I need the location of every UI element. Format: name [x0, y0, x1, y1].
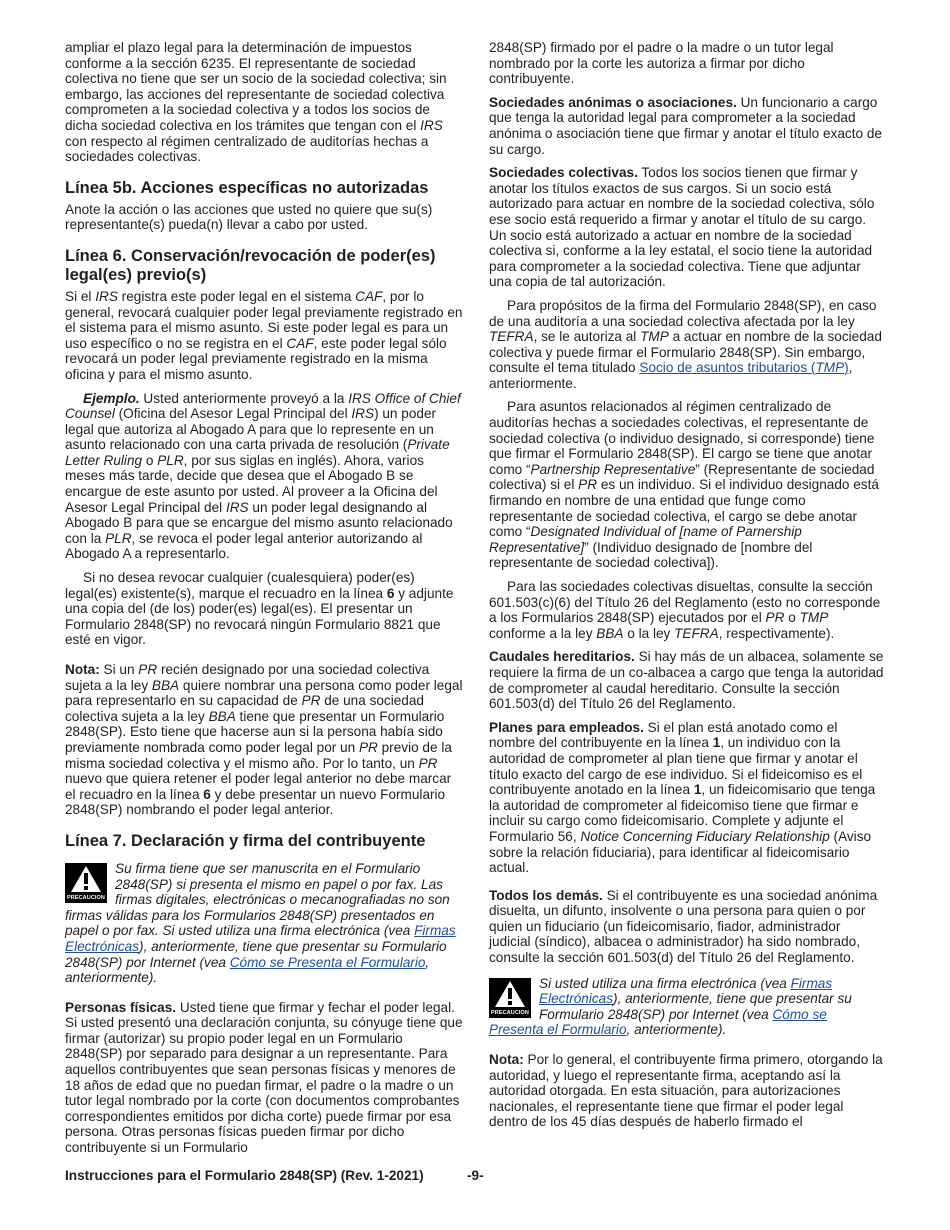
- paragraph-planes-empleados: Planes para empleados. Si el plan está anotado como el nombre del contribuyente en la línea 1, un individuo con la autoridad de comprometer al plan tiene que firmar y anotar el título exacto del cargo de ese individuo. Si el fideicomiso es el contribuyente anotado en la línea 1, un fideicomisario que tenga la autoridad de comprometer al fideicomiso tiene que firmar e incluir su cargo como fideicomisario. Complete y adjunte el Formulario 56, Notice Concerning Fiduciary Relationship (Aviso sobre la relación fiduciaria), para identificar al fideicomisario actual.: [489, 719, 876, 876]
- paragraph-intro: ampliar el plazo legal para la determinación de impuestos conforme a la sección 6235. El representante de sociedad colectiva no tiene que ser un socio de la sociedad colectiva; sin embargo, las acciones del representante de sociedad colectiva comprometen a la sociedad colectiva y a todos los socios de dicha sociedad colectiva en los trámites que tengan con el IRS con respecto al régimen centralizado de auditorías hechas a sociedades colectivas.: [65, 40, 447, 165]
- paragraph-ejemplo: Ejemplo. Usted anteriormente proveyó a la IRS Office of Chief Counsel (Oficina del Asesor Legal Principal del IRS) un poder legal que autoriza al Abogado A para que lo represente en un asunto relacionado con una carta privada de resolución (Private Letter Ruling o PLR, por sus siglas en inglés). Ahora, varios meses más tarde, decide que desea que el Abogado B se encargue de este asunto por usted. Al proveer a la Oficina del Asesor Legal Principal del IRS un poder legal designando al Abogado B para que se encargue del mismo asunto relacionado con la PLR, se revoca el poder legal anterior autorizando al Abogado A a representarlo.: [65, 390, 461, 562]
- paragraph-sociedades-colectivas: Sociedades colectivas. Todos los socios tienen que firmar y anotar los títulos exactos de sus cargos. Si un socio está autorizado para actuar en nombre de la sociedad colectiva, sólo ese socio está requerido a firmar y anotar el título de su cargo. Un socio está autorizado a actuar en nombre de la sociedad colectiva si, conforme a la ley estatal, el socio tiene la autoridad para comprometer a la sociedad colectiva. Tiene que adjuntar una copia de tal autorización.: [489, 165, 875, 290]
- caution-icon: PRECAUCION: [489, 978, 531, 1018]
- heading-line-5b: Línea 5b. Acciones específicas no autorizadas: [65, 178, 429, 197]
- left-column: [65, 40, 463, 1164]
- paragraph-no-revocar: Si no desea revocar cualquier (cualesquiera) poder(es) legal(es) existente(s), marque el recuadro en la línea 6 y adjunte una copia del (de los) poder(es) legal(es). El presentar un Formulario 2848(SP) no revocará ningún Formulario 8821 que esté en vigor.: [65, 570, 454, 648]
- heading-line-6: Línea 6. Conservación/revocación de poder(es) legal(es) previo(s): [65, 246, 436, 284]
- warning-triangle-icon: [70, 865, 102, 893]
- link-firmas-electronicas[interactable]: Firmas Electrónicas: [65, 923, 456, 954]
- page-footer: [65, 1168, 885, 1183]
- warning-triangle-icon: [494, 980, 526, 1008]
- paragraph-nota-firma: Nota: Por lo general, el contribuyente firma primero, otorgando la autoridad, y luego el representante firma, aceptando así la autoridad otorgada. En esta situación, para autorizaciones nacionales, el representante tiene que firmar el poder legal dentro de los 45 días después de haberlo firmado el: [489, 1052, 883, 1130]
- paragraph-todos-los-demas: Todos los demás. Si el contribuyente es una sociedad anónima disuelta, un difunto, insolvente o una persona para quien o por quien un fiduciario (un fideicomisario, fiador, administrador judicial (síndico), albacea o administrador) ha sido nombrado, consulte la sección 601.503(d) del Título 26 del Reglamento.: [489, 887, 878, 966]
- heading-line-7: Línea 7. Declaración y firma del contribuyente: [65, 831, 426, 850]
- link-como-se-presenta[interactable]: Cómo se Presenta el Formulario: [489, 1006, 827, 1038]
- link-como-se-presenta[interactable]: Cómo se Presenta el Formulario: [229, 954, 426, 970]
- caution-note-signature: PRECAUCION Su firma tiene que ser manuscrita en el Formulario 2848(SP) si presenta el mismo en papel o por fax. Las firmas digitales, electrónicas o mecanografiadas no son firmas válidas para los Formularios 2848(SP) presentados en papel o por fax. Si usted utiliza una firma electrónica (vea Firmas Electrónicas), anteriormente, tiene que presentar su Formulario 2848(SP) por Internet (vea Cómo se Presenta el Formulario, anteriormente).: [65, 860, 456, 986]
- right-column: [489, 40, 885, 1138]
- paragraph-line-6: Si el IRS registra este poder legal en el sistema CAF, por lo general, revocará cualquier poder legal previamente registrado en el sistema para el mismo asunto. Si este poder legal es para un uso específico o no se registra en el CAF, este poder legal sólo revocará un poder legal previamente registrado en la misma oficina y para el mismo asunto.: [65, 288, 463, 382]
- paragraph-nota-bba: Nota: Si un PR recién designado por una sociedad colectiva sujeta a la ley BBA quiere nombrar una persona como poder legal para representarlo en su capacidad de PR de una sociedad colectiva sujeta a la ley BBA tiene que presentar un Formulario 2848(SP). Esto tiene que hacerse aun si la persona había sido previamente nombrada como poder legal por un PR previo de la misma sociedad colectiva y el mismo año. Por lo tanto, un PR nuevo que quiera retener el poder legal anterior no debe marcar el recuadro en la línea 6 y debe presentar un nuevo Formulario 2848(SP) nombrando el poder legal anterior.: [65, 662, 463, 818]
- paragraph-sociedades-disueltas: Para las sociedades colectivas disueltas, consulte la sección 601.503(c)(6) del Título 26 del Reglamento (esto no corresponde a los Formularios 2848(SP) ejecutados por el PR o TMP conforme a la ley BBA o la ley TEFRA, respectivamente).: [489, 579, 881, 641]
- paragraph-regimen-centralizado: Para asuntos relacionados al régimen centralizado de auditorías hechas a sociedades colectivas, el representante de sociedad colectiva (o individuo designado, si corresponde) tiene que firmar el Formulario 2848(SP). El cargo se tiene que anotar como “Partnership Representative” (Representante de sociedad colectiva) si el PR es un individuo. Si el individuo designado está firmando en nombre de una entidad que funge como representante de sociedad colectiva, el cargo se debe anotar como “Designated Individual of [name of Parnership Representative]” (Individuo designado de [nombre del representante de sociedad colectiva]).: [489, 399, 879, 571]
- paragraph-continuation: 2848(SP) firmado por el padre o la madre o un tutor legal nombrado por la corte les autoriza a firmar por dicho contribuyente.: [489, 40, 834, 87]
- footer-title: Instrucciones para el Formulario 2848(SP) (Rev. 1-2021): [65, 1168, 424, 1183]
- paragraph-personas-fisicas: Personas físicas. Usted tiene que firmar y fechar el poder legal. Si usted presentó una declaración conjunta, su cónyuge tiene que firmar (autorizar) su propio poder legal en un Formulario 2848(SP) por separado para designar a un representante. Para aquellos contribuyentes que sean personas físicas y menores de 18 años de edad que no puedan firmar, el padre o la madre o un tutor legal nombrado por la corte (con documentos comprobantes correspondientes emitidos por dicha corte) puede firmar por esa persona. Otras personas físicas pueden firmar por dicho contribuyente si un Formulario: [65, 999, 463, 1156]
- paragraph-tefra: Para propósitos de la firma del Formulario 2848(SP), en caso de una auditoría a una sociedad colectiva afectada por la ley TEFRA, se le autoriza al TMP a actuar en nombre de la sociedad colectiva y puede firmar el Formulario 2848(SP). Sin embargo, consulte el tema titulado Socio de asuntos tributarios (TMP), anteriormente.: [489, 297, 882, 391]
- caution-note-electronic: PRECAUCION Si usted utiliza una firma electrónica (vea Firmas Electrónicas), anteriormente, tiene que presentar su Formulario 2848(SP) por Internet (vea Cómo se Presenta el Formulario, anteriormente).: [489, 975, 852, 1038]
- paragraph-caudales-hereditarios: Caudales hereditarios. Si hay más de un albacea, solamente se requiere la firma de un co-albacea a cargo que tenga la autoridad de comprometer al caudal hereditario. Consulte la sección 601.503(d) del Título 26 del Reglamento.: [489, 649, 884, 712]
- link-socio-asuntos-tributarios[interactable]: Socio de asuntos tributarios (TMP): [639, 360, 849, 376]
- link-firmas-electronicas[interactable]: Firmas Electrónicas: [539, 975, 833, 1007]
- paragraph-sociedades-anonimas: Sociedades anónimas o asociaciones. Un funcionario a cargo que tenga la autoridad legal para comprometer a la sociedad anónima o asociación tiene que firmar y anotar el título exacto de su cargo.: [489, 94, 882, 157]
- page-number: -9-: [467, 1168, 484, 1183]
- caution-icon: PRECAUCION: [65, 863, 107, 903]
- paragraph-line-5b: Anote la acción o las acciones que usted no quiere que su(s) representante(s) pueda(n) llevar a cabo por usted.: [65, 201, 433, 233]
